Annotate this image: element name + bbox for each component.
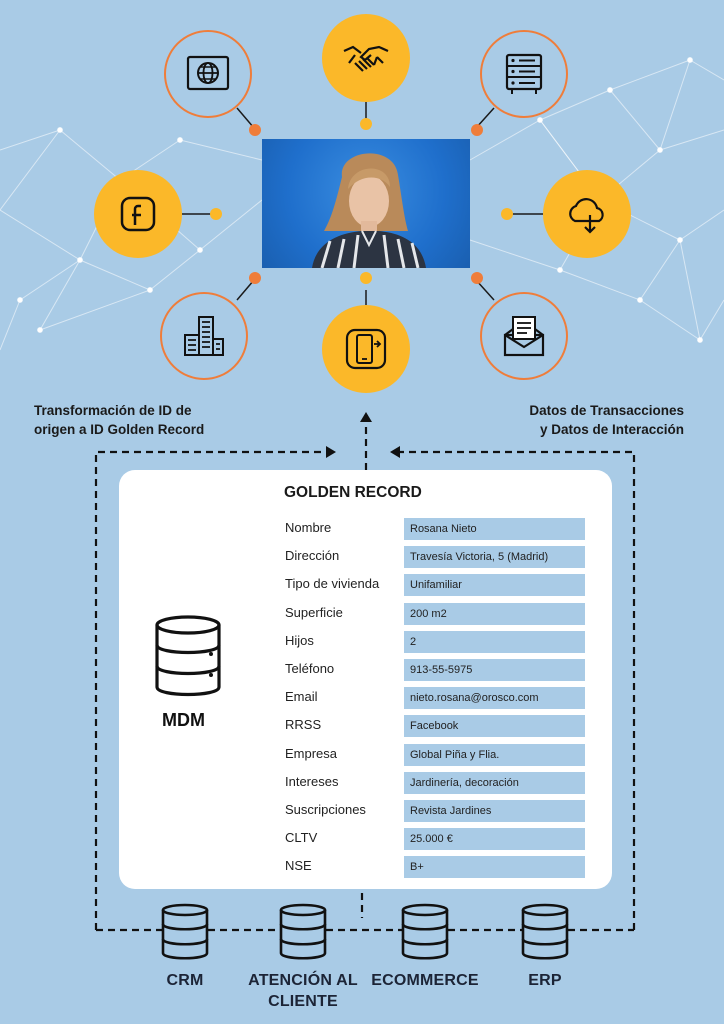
handshake-node xyxy=(322,14,410,102)
web-browser-node xyxy=(164,30,252,118)
cloud-download-icon xyxy=(562,189,612,239)
field-row xyxy=(285,659,587,681)
connector-dot xyxy=(210,208,222,220)
mobile-phone-node xyxy=(322,305,410,393)
web-browser-icon xyxy=(183,49,233,99)
database-icon xyxy=(279,903,327,961)
field-value: Rosana Nieto xyxy=(404,518,585,540)
transaction-data-label xyxy=(529,401,684,439)
system-label xyxy=(485,970,605,991)
field-row xyxy=(285,772,587,794)
field-key: Hijos xyxy=(285,632,314,648)
server-icon xyxy=(499,49,549,99)
office-buildings-node xyxy=(160,292,248,380)
field-key: Teléfono xyxy=(285,661,335,676)
field-key: Empresa xyxy=(285,745,338,761)
facebook-icon xyxy=(113,189,163,239)
field-key: Email xyxy=(285,689,318,705)
field-row xyxy=(285,856,587,878)
mail-node xyxy=(480,292,568,380)
customer-photo xyxy=(262,139,470,268)
transaction-data-line-2: y Datos de Interacción xyxy=(539,422,684,437)
field-key: Tipo de vivienda xyxy=(285,576,380,592)
id-transformation-line-1: Transformación de ID de xyxy=(34,403,192,418)
field-value: Unifamiliar xyxy=(404,574,585,596)
field-value: B+ xyxy=(404,856,585,878)
field-row xyxy=(285,744,587,766)
field-row xyxy=(285,603,587,625)
system-label xyxy=(365,970,485,991)
field-key: Intereses xyxy=(285,773,339,789)
field-row xyxy=(285,518,587,540)
connector-dot xyxy=(471,272,483,284)
customer-portrait xyxy=(262,139,470,268)
cloud-download-node xyxy=(543,170,631,258)
field-key: Suscripciones xyxy=(285,802,366,817)
field-value: 913-55-5975 xyxy=(404,659,585,681)
golden-record-title: GOLDEN RECORD xyxy=(284,484,422,501)
mdm-label: MDM xyxy=(162,710,205,730)
field-value: Jardinería, decoración xyxy=(404,772,585,794)
mail-icon xyxy=(499,311,549,361)
golden-record-card xyxy=(119,470,612,889)
system-label xyxy=(243,970,363,1012)
system-label xyxy=(125,970,245,991)
field-row xyxy=(285,574,587,596)
facebook-node xyxy=(94,170,182,258)
database-icon xyxy=(401,903,449,961)
connector-dot xyxy=(249,124,261,136)
field-key: RRSS xyxy=(285,717,322,733)
system-label-text: ECOMMERCE xyxy=(371,972,479,989)
id-transformation-label xyxy=(34,401,204,439)
system-label-text: ERP xyxy=(528,972,562,989)
system-label-text: ATENCIÓN AL CLIENTE xyxy=(248,972,358,1010)
field-row xyxy=(285,631,587,653)
mobile-phone-icon xyxy=(341,324,391,374)
database-icon xyxy=(161,903,209,961)
field-row xyxy=(285,828,587,850)
field-key: Superficie xyxy=(285,604,343,620)
office-buildings-icon xyxy=(179,311,229,361)
field-row xyxy=(285,546,587,568)
field-key: Nombre xyxy=(285,520,332,535)
field-value: nieto.rosana@orosco.com xyxy=(404,687,585,709)
server-node xyxy=(480,30,568,118)
handshake-icon xyxy=(341,33,391,83)
field-row xyxy=(285,715,587,737)
system-label-text: CRM xyxy=(166,972,204,989)
field-value: Global Piña y Flia. xyxy=(404,744,585,766)
connector-dot xyxy=(249,272,261,284)
field-value: 25.000 € xyxy=(404,828,585,850)
field-value: 2 xyxy=(404,631,585,653)
field-row xyxy=(285,800,587,822)
connector-dot xyxy=(360,118,372,130)
connector-dot xyxy=(501,208,513,220)
field-value: 200 m2 xyxy=(404,603,585,625)
field-row xyxy=(285,687,587,709)
transaction-data-line-1: Datos de Transacciones xyxy=(529,403,684,418)
database-icon xyxy=(521,903,569,961)
field-value: Revista Jardines xyxy=(404,800,585,822)
field-key: Dirección xyxy=(285,548,340,564)
connector-dot xyxy=(471,124,483,136)
id-transformation-line-2: origen a ID Golden Record xyxy=(34,422,205,437)
field-key: NSE xyxy=(285,858,312,874)
field-value: Facebook xyxy=(404,715,585,737)
mdm-database-icon xyxy=(153,615,223,697)
field-value: Travesía Victoria, 5 (Madrid) xyxy=(404,546,585,568)
field-key: CLTV xyxy=(285,830,318,846)
connector-dot xyxy=(360,272,372,284)
